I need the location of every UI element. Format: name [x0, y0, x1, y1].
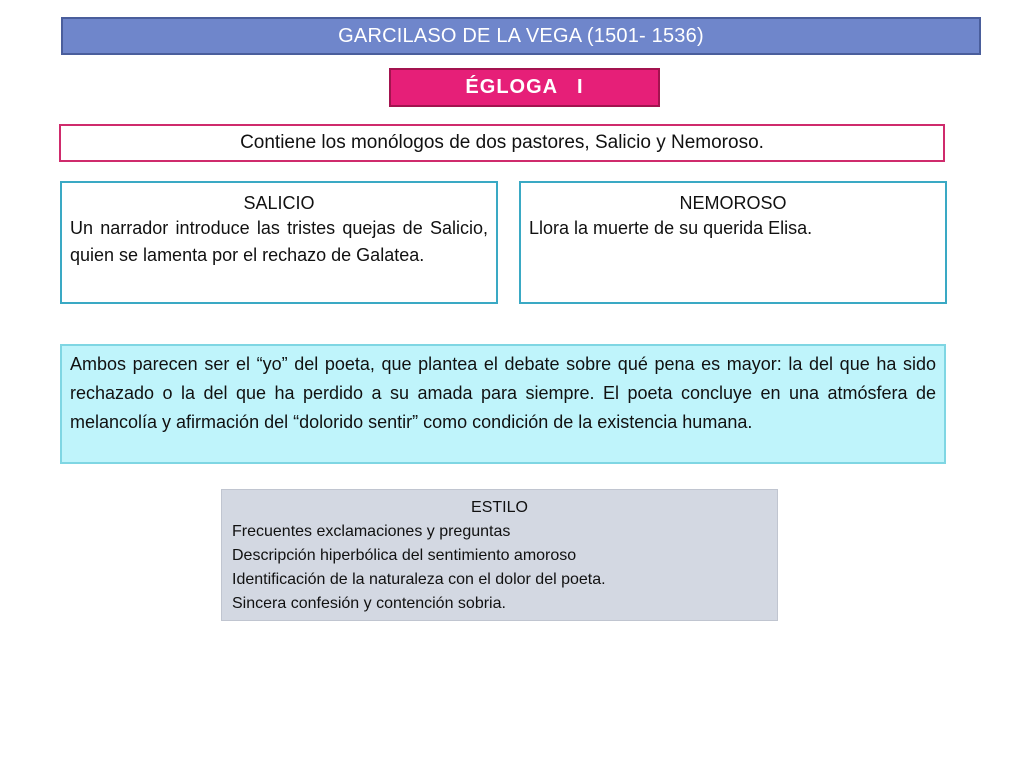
ambos-text: Ambos parecen ser el “yo” del poeta, que plantea el debate sobre qué pena es mayor: la del que ha sido rechazado o la del que ha perdido a su amada para siempre. El poeta concluye en una atmósfera de melancolía y afirmación del “dolorido sentir” como condición de la existencia humana. [70, 354, 936, 432]
egloga-title: ÉGLOGA I [465, 76, 584, 98]
estilo-item: Frecuentes exclamaciones y preguntas [232, 523, 511, 540]
nemoroso-text: Llora la muerte de su querida Elisa. [529, 218, 813, 238]
nemoroso-box [519, 181, 947, 304]
title-banner [61, 17, 981, 55]
estilo-item: Sincera confesión y contención sobria. [232, 595, 506, 612]
estilo-box [221, 489, 778, 621]
estilo-item: Identificación de la naturaleza con el dolor del poeta. [232, 571, 606, 588]
nemoroso-heading: NEMOROSO [679, 193, 787, 213]
estilo-item: Descripción hiperbólica del sentimiento amoroso [232, 547, 577, 564]
salicio-box [60, 181, 498, 304]
salicio-heading: SALICIO [243, 193, 315, 213]
summary-box [59, 124, 945, 162]
summary-text: Contiene los monólogos de dos pastores, Salicio y Nemoroso. [240, 132, 764, 153]
page-title: GARCILASO DE LA VEGA (1501- 1536) [338, 24, 704, 47]
estilo-heading: ESTILO [471, 499, 528, 516]
salicio-text: Un narrador introduce las tristes quejas de Salicio, quien se lamenta por el rechazo de Galatea. [70, 218, 488, 265]
ambos-box [60, 344, 946, 464]
egloga-banner [389, 68, 660, 107]
